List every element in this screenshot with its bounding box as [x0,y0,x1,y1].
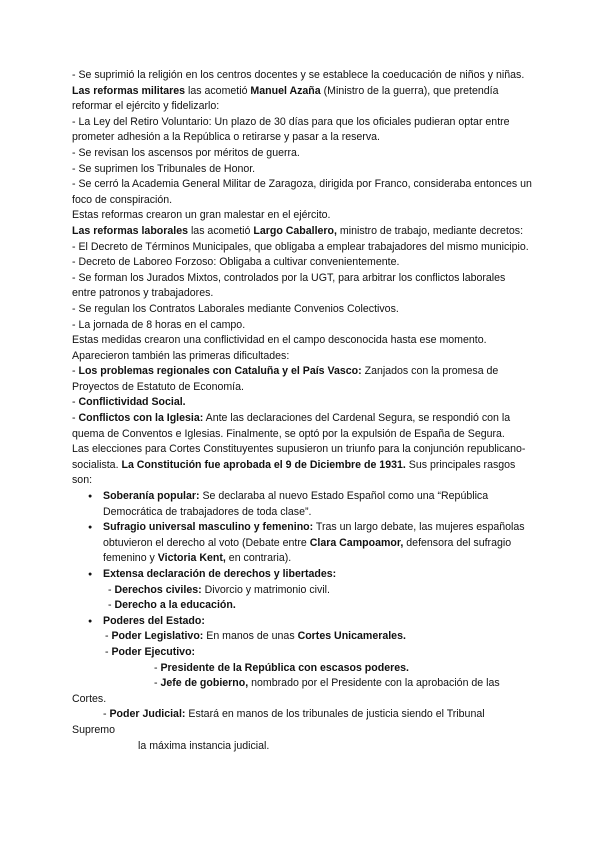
derechos-civiles-subitem: - Derechos civiles: Divorcio y matrimonio civil. [108,583,330,596]
laboral-conclusion: Estas medidas crearon una conflictividad en el campo desconocida hasta ese momento. [72,334,487,347]
poder-judicial-subitem: - Poder Judicial: Estará en manos de los tribunales de justicia siendo el Tribunal [103,708,485,721]
largo-caballero-name: Largo Caballero, [253,224,337,237]
derechos-libertades-item: ● Extensa declaración de derechos y libertades: [72,567,532,583]
militar-item: - Se revisan los ascensos por méritos de guerra. [72,146,300,159]
manuel-azana-name: Manuel Azaña [250,84,321,97]
militar-item: - Se suprimen los Tribunales de Honor. [72,162,256,175]
laboral-item: - El Decreto de Términos Municipales, que obligaba a emplear trabajadores del mismo municipio. [72,240,529,253]
laboral-item: - Se forman los Jurados Mixtos, controlados por la UGT, para arbitrar los conflictos laborales entre patronos y trabajadores. [72,271,506,300]
dificultades-intro: Aparecieron también las primeras dificultades: [72,349,290,362]
laboral-item: - Se regulan los Contratos Laborales mediante Convenios Colectivos. [72,302,399,315]
reformas-laborales-paragraph: Las reformas laborales las acometió Largo Caballero, ministro de trabajo, mediante decretos: [72,224,524,237]
conflictos-iglesia-item: - Conflictos con la Iglesia: Ante las declaraciones del Cardenal Segura, se respondió con la quema de Conventos e Iglesias. Finalmente, se optó por la expulsión de España de Segura. [72,412,511,440]
conflictividad-social-item: - Conflictividad Social. [72,396,186,409]
document-body [72,68,532,754]
poderes-estado-item: ● Poderes del Estado: [72,614,532,630]
poderes-list [72,614,532,630]
jefe-gobierno-subitem: - Jefe de gobierno, nombrado por el Presidente con la aprobación de las [154,677,500,690]
laboral-item: - La jornada de 8 horas en el campo. [72,318,246,331]
reformas-militares-paragraph: Las reformas militares las acometió Manuel Azaña (Ministro de la guerra), que pretendía reformar el ejército y fidelizarlo: [72,84,499,113]
poder-judicial-continuation: Supremo [72,723,115,736]
constitucion-date: La Constitución fue aprobada el 9 de Diciembre de 1931. [121,458,406,471]
poder-ejecutivo-subitem: - Poder Ejecutivo: [105,645,196,658]
problemas-regionales-item: - Los problemas regionales con Cataluña y el País Vasco: Zanjados con la promesa de Proyectos de Estatuto de Economía. [72,365,499,393]
reformas-militares-heading: Las reformas militares [72,84,186,97]
soberania-popular-item: ● Soberanía popular: Se declaraba al nuevo Estado Español como una “República Democrática de trabajadores de toda clase”. [72,489,532,520]
constitucion-paragraph: Las elecciones para Cortes Constituyentes supusieron un triunfo para la conjunción republicano-socialista. La Constitución fue aprobada el 9 de Diciembre de 1931. Sus principales rasgos son: [72,443,526,487]
coeducacion-line: - Se suprimió la religión en los centros docentes y se establece la coeducación de niños y niñas. [72,69,525,81]
poder-legislativo-subitem: - Poder Legislativo: En manos de unas Cortes Unicamerales. [105,630,406,643]
reformas-laborales-heading: Las reformas laborales [72,224,188,237]
presidente-republica-subitem: - Presidente de la República con escasos poderes. [154,661,409,674]
militar-item: - Se cerró la Academia General Militar de Zaragoza, dirigida por Franco, consideraba entonces un foco de conspiración. [72,178,532,206]
laboral-item: - Decreto de Laboreo Forzoso: Obligaba a cultivar convenientemente. [72,256,400,269]
clara-campoamor-name: Clara Campoamor, [309,536,404,549]
poder-judicial-final-line: la máxima instancia judicial. [138,739,270,752]
victoria-kent-name: Victoria Kent, [157,552,226,565]
derecho-educacion-subitem: - Derecho a la educación. [108,599,236,612]
militar-conclusion: Estas reformas crearon un gran malestar en el ejército. [72,209,331,222]
militar-item: - La Ley del Retiro Voluntario: Un plazo de 30 días para que los oficiales pudieran optar entre prometer adhesión a la República o retirarse y pasar a la reserva. [72,115,510,144]
sufragio-universal-item: ● Sufragio universal masculino y femenino: Tras un largo debate, las mujeres españolas obtuvieron el derecho al voto (Debate entre Clara Campoamor, defensora del sufragio femenino y Victoria Kent, en contraria). [72,520,532,567]
jefe-gobierno-continuation: Cortes. [72,692,107,705]
rasgos-list [72,489,532,583]
